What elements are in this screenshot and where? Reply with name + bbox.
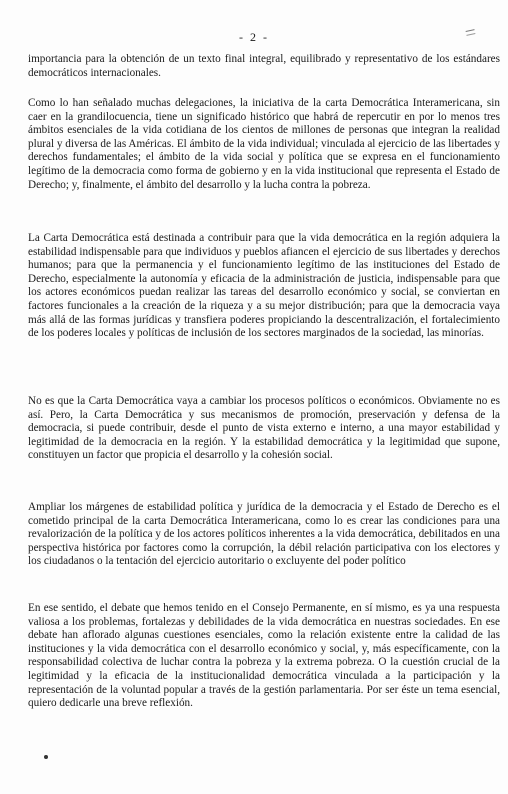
paragraph-three-spheres: Como lo han señalado muchas delegaciones, la iniciativa de la carta Democrática Interamericana, sin caer en la grandilocuencia, tiene un significado histórico que habrá de repercutir en por lo menos tres ámbitos esenciales de la vida cotidiana de los cientos de millones de personas que integran la realidad plural y diversa de las Américas. El ámbito de la vida individual; vinculada al ejercicio de las libertades y derechos fundamentales; el ámbito de la vida social y política que se expresa en el funcionamiento legítimo de la democracia como forma de gobierno y en la vida institucional que representa el Estado de Derecho; y, finalmente, el ámbito del desarrollo y la lucha contra la pobreza.: [28, 97, 500, 191]
page-number: - 2 -: [239, 30, 269, 44]
paragraph-charter-purpose: La Carta Democrática está destinada a contribuir para que la vida democrática en la región adquiera la estabilidad indispensable para que individuos y pueblos afiancen el ejercicio de sus libertades y derechos humanos; para que la permanencia y el funcionamiento legítimo de las instituciones del Estado de Derecho, especialmente la autonomía y eficacia de la administración de justicia, indispensable para que los actores económicos puedan realizar las tareas del desarrollo económico y social, se conviertan en factores funcionales a la creación de la riqueza y a su mejor distribución; para que la democracia vaya más allá de las formas jurídicas y transfiera poderes propiciando la descentralización, el fortalecimiento de los poderes locales y políticas de inclusión de los sectores marginados de la sociedad, las minorías.: [28, 232, 500, 340]
paragraph-political-margins: Ampliar los márgenes de estabilidad política y jurídica de la democracia y el Estado de Derecho es el cometido principal de la carta Democrática Interamericana, como lo es crear las condiciones para una revalorización de la política y de los actores políticos inherentes a la vida democrática, debilitados en una perspectiva histórica por factores como la corrupción, la débil relación participativa con los electores y los ciudadanos o la tentación del ejercicio autoritario o excluyente del poder político: [28, 501, 500, 568]
paragraph-continuation: importancia para la obtención de un texto final integral, equilibrado y representativo de los estándares democráticos internacionales.: [28, 53, 500, 79]
paragraph-permanent-council-debate: En ese sentido, el debate que hemos tenido en el Consejo Permanente, en sí mismo, es ya una respuesta valiosa a los problemas, fortalezas y debilidades de la vida democrática en nuestras sociedades. En ese debate han aflorado algunas cuestiones esenciales, como la relación existente entre la calidad de las instituciones y la vida democrática con el desarrollo económico y social, y, más específicamente, con la responsabilidad colectiva de luchar contra la pobreza y la extrema pobreza. O la cuestión crucial de la legitimidad y la eficacia de la institucionalidad democrática vinculada a la participación y la representación de la voluntad popular a través de la gestión parlamentaria. Por ser éste un tema esencial, quiero dedicarle una breve reflexión.: [28, 602, 500, 710]
scan-dot: [44, 755, 48, 759]
paragraph-stability: No es que la Carta Democrática vaya a cambiar los procesos políticos o económicos. Obviamente no es así. Pero, la Carta Democrática y sus mecanismos de promoción, preservación y defensa de la democracia, si puede contribuir, desde el punto de vista externo e interno, a una mayor estabilidad y legitimidad de la democracia en la región. Y la estabilidad democrática y la legitimidad que supone, constituyen un factor que propicia el desarrollo y la cohesión social.: [28, 395, 500, 462]
